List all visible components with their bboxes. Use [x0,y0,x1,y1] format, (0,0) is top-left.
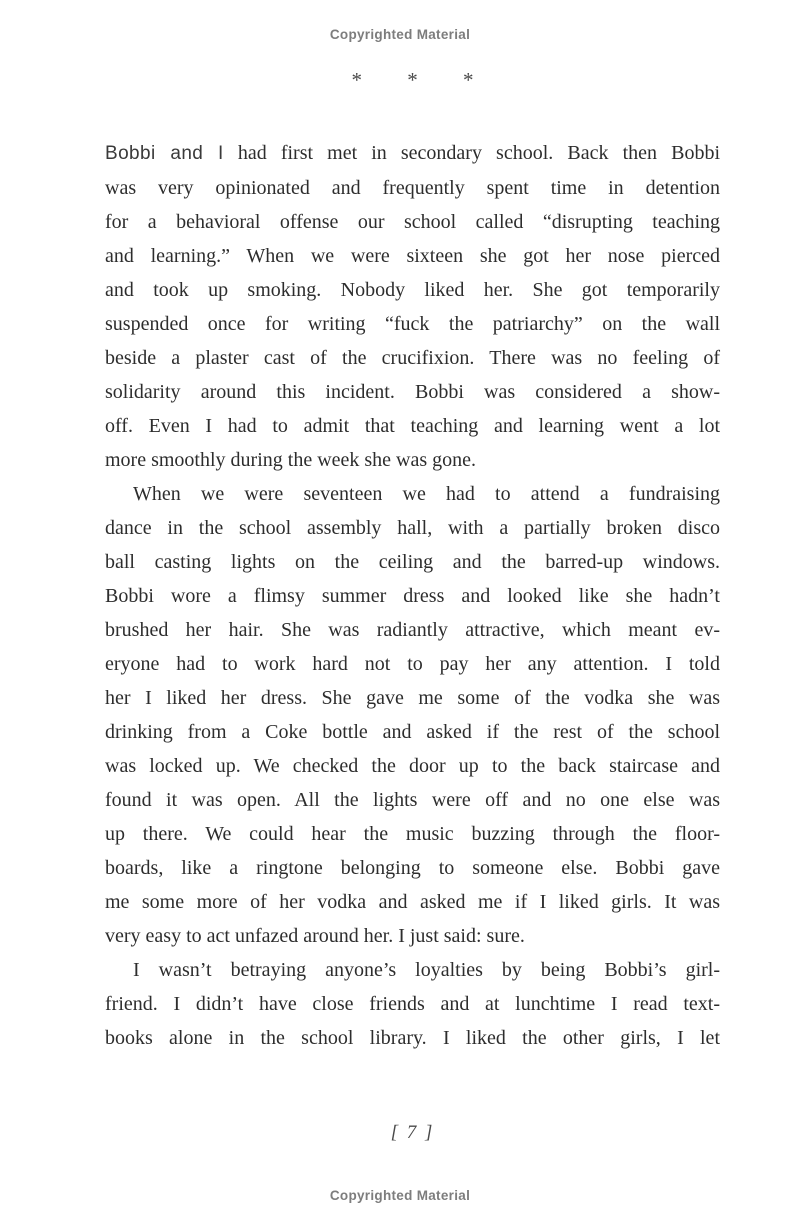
body-line: solidarity around this incident. Bobbi was considered a show- [105,381,720,403]
body-line: When we were seventeen we had to attend a fundraising [133,483,720,505]
copyright-notice-top: Copyrighted Material [329,27,471,42]
body-line: beside a plaster cast of the crucifixion. There was no feeling of [105,347,720,369]
page-number: [ 7 ] [390,1122,435,1143]
body-line: books alone in the school library. I liked the other girls, I let [105,1027,720,1049]
body-line-text: had first met in secondary school. Back then Bobbi [237,142,720,164]
body-line: off. Even I had to admit that teaching and learning went a lot [105,415,720,437]
body-line: more smoothly during the week she was gone. [105,449,477,471]
asterisk: * [463,68,474,92]
body-line: friend. I didn’t have close friends and at lunchtime I read text- [105,993,720,1015]
section-divider [105,68,720,93]
paragraph [105,477,720,953]
body-line: was very opinionated and frequently spent time in detention [105,177,720,199]
body-line: suspended once for writing “fuck the patriarchy” on the wall [105,313,720,335]
body-line: for a behavioral offense our school called “disrupting teaching [105,211,720,233]
body-line [105,136,720,171]
asterisk: * [407,68,418,92]
body-line: was locked up. We checked the door up to the back staircase and [105,755,720,777]
body-line: brushed her hair. She was radiantly attractive, which meant ev- [105,619,720,641]
copyright-notice-bottom: Copyrighted Material [329,1188,471,1203]
paragraph [105,136,720,477]
body-line: Bobbi wore a flimsy summer dress and looked like she hadn’t [105,585,720,607]
body-line: found it was open. All the lights were off and no one else was [105,789,720,811]
body-line: very easy to act unfazed around her. I just said: sure. [105,925,525,947]
body-line: dance in the school assembly hall, with a partially broken disco [105,517,720,539]
body-line: me some more of her vodka and asked me if I liked girls. It was [105,891,720,913]
body-line: boards, like a ringtone belonging to someone else. Bobbi gave [105,857,720,879]
body-line: ball casting lights on the ceiling and the barred-up windows. [105,551,720,573]
body-line: drinking from a Coke bottle and asked if the rest of the school [105,721,720,743]
body-line: and learning.” When we were sixteen she got her nose pierced [105,245,720,267]
paragraph [105,953,720,1055]
body-line: eryone had to work hard not to pay her any attention. I told [105,653,720,675]
body-text [105,136,720,1055]
body-line: and took up smoking. Nobody liked her. She got temporarily [105,279,720,301]
body-line: up there. We could hear the music buzzing through the floor- [105,823,720,845]
body-line: her I liked her dress. She gave me some of the vodka she was [105,687,720,709]
asterisk: * [351,68,362,92]
lead-in-text: Bobbi and I [105,143,224,164]
body-line: I wasn’t betraying anyone’s loyalties by being Bobbi’s girl- [133,959,720,981]
